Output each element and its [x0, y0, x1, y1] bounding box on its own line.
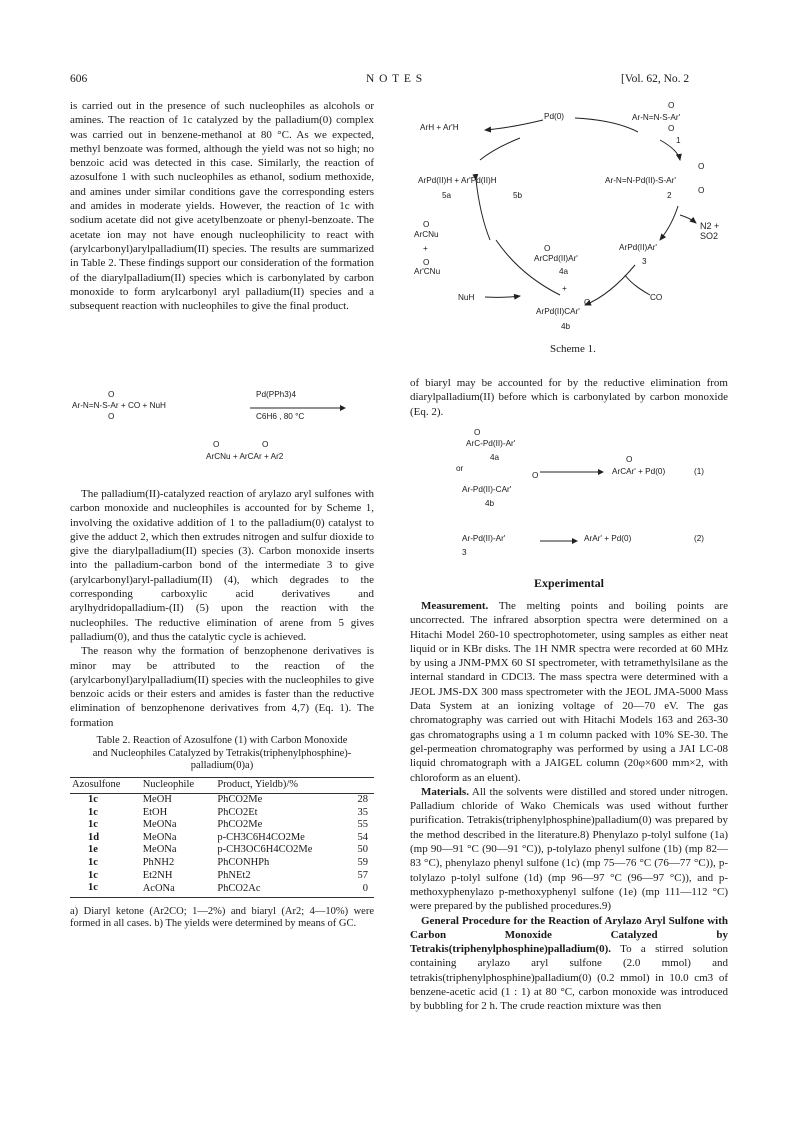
reaction-arrow	[250, 404, 346, 412]
table-2	[70, 735, 374, 931]
col-header-product: Product, Yieldb)/%	[217, 778, 299, 790]
table-row: 1c EtOH PhCO2Et 35	[88, 806, 368, 818]
equation-conditions: C6H6 , 80 °C	[256, 412, 305, 421]
measurement-heading: Measurement.	[421, 600, 489, 612]
left-paragraph-2: The palladium(II)-catalyzed reaction of arylazo aryl sulfones with carbon monoxide and nucleophiles is accounted for by Scheme 1, involving the oxidative addition of 1 to the palladium(0) catalyst to give the adduct 2, which then extrudes nitrogen and sulfur dioxide to give the diarylpalladium(II) species (3). Carbon monoxide inserts into the palladium-carbon bond of the intermediate 3 to give (arylcarbonyl)aryl-palladium(II) (4), which degrades to the corresponding carboxylic acid derivatives and arylhydridopalladium-(II) (5) upon the reaction with the nucleophiles. The reductive elimination of arene from 5 gives palladium(0), and thus the catalytic cycle is achieved. The reason why the formation of benzophenone derivatives is minor may be attributed to the reaction of the (arylcarbonyl)arylpalladium(II) species with the nucleophiles to give benzoic acids or their esters and amides is faster than the reductive elimination of benzophenone derivatives from 4,7) (Eq. 1). The formation	[70, 488, 374, 729]
adduct-2: Ar-N=N-Pd(II)-S-Ar'	[605, 176, 676, 185]
equation-2: Ar-Pd(II)-Ar' 3 ArAr' + Pd(0) (2)	[462, 534, 705, 557]
reaction-equation: O O Ar-N=N-S-Ar + CO + NuH Pd(PPh3)4 C6H6 , 80 °C O O ArCNu + ArCAr + Ar2	[72, 390, 372, 474]
running-head: N O T E S	[366, 73, 424, 85]
table-caption: Table 2. Reaction of Azosulfone (1) with Carbon Monoxide and Nucleophiles Catalyzed by Tetrakis(triphenylphosphine)-palladium(0)a)	[92, 735, 352, 771]
col-header-azosulfone: Azosulfone	[72, 778, 121, 790]
catalytic-cycle-arrows	[410, 100, 732, 340]
page-number: 606	[70, 73, 88, 85]
data-table	[70, 777, 374, 898]
acyl-product-2: Ar'CNu	[414, 267, 441, 276]
acyl-pd-4a: ArCPd(II)Ar'	[534, 254, 578, 263]
equation-1: O ArC-Pd(II)-Ar' 4a or O Ar-Pd(II)-CAr' 4b O ArCAr' + Pd(0) (1)	[456, 428, 705, 508]
scheme-1: Pd(0) ArH + Ar'H O O Ar-N=N-S-Ar' 1 ArPd(II)H + Ar'Pd(II)H 5a 5b O O Ar-N=N-Pd(II)-S-Ar' 2 N2 + SO2 O ArCNu + O Ar'CNu O ArCPd(II)Ar' 4a ArPd(II)Ar' 3 + NuH CO O ArPd(II)CAr' 4b Scheme 1.	[410, 100, 732, 370]
table-row: 1d MeONa p-CH3C6H4CO2Me 54	[88, 831, 368, 843]
table-row: 1c AcONa PhCO2Ac 0	[88, 882, 368, 895]
table-row: 1c MeOH PhCO2Me 28	[88, 794, 368, 806]
right-paragraph-1: of biaryl may be accounted for by the reductive elimination from diarylpalladium(II) before which is carbonylated by carbon monoxide (Eq. 2).	[410, 377, 728, 418]
equation-reactants: Ar-N=N-S-Ar + CO + NuH	[72, 401, 166, 410]
acyl-pd-4b: ArPd(II)CAr'	[536, 307, 580, 316]
table-header-row	[70, 777, 374, 794]
hydrido-pd-5: ArPd(II)H + Ar'Pd(II)H	[418, 176, 497, 185]
materials-heading: Materials.	[421, 785, 469, 798]
equation-reagent: Pd(PPh3)4	[256, 390, 297, 399]
azosulfone-1: Ar-N=N-S-Ar'	[632, 113, 681, 122]
arene-products: ArH + Ar'H	[420, 123, 459, 132]
equation-products: ArCNu + ArCAr + Ar2	[206, 452, 284, 461]
table-row: 1c PhNH2 PhCONHPh 59	[88, 857, 368, 869]
acyl-product-1: ArCNu	[414, 230, 439, 239]
volume-info: [Vol. 62, No. 2	[621, 73, 690, 85]
col-header-nucleophile: Nucleophile	[142, 778, 195, 790]
diaryl-pd-3: ArPd(II)Ar'	[619, 243, 657, 252]
equation-1-arrow	[540, 468, 604, 476]
equation-2-arrow	[540, 537, 578, 545]
n2-so2: N2 + SO2	[700, 221, 720, 241]
carbon-monoxide: CO	[650, 293, 663, 302]
pd0-label: Pd(0)	[544, 112, 565, 121]
table-row: 1c Et2NH PhNEt2 57	[88, 869, 368, 881]
table-row: 1c MeONa PhCO2Me 55	[88, 819, 368, 831]
general-procedure-heading: General Procedure for the Reaction of Arylazo Aryl Sulfone with Carbon Monoxide Catalyzed by Tetrakis(triphenylphosphine)palladium(0).	[410, 914, 728, 956]
table-footnote: a) Diaryl ketone (Ar2CO; 1—2%) and biaryl (Ar2; 4—10%) were formed in all cases. b) The yields were determined by means of GC.	[70, 905, 374, 930]
nucleophile: NuH	[458, 293, 475, 302]
experimental-section: Measurement. The melting points and boiling points are uncorrected. The infrared absorption spectra were determined on a Hitachi Model 260-10 spectrophotometer, using samples as either neat liquid or in KBr disks. The 1H NMR spectra were recorded at 60 MHz by using a JNM-PMX 60 SI spectrometer, with tetramethylsilane as the internal standard in CDCl3. The mass spectra were determined with a JEOL JMS-DX 300 mass spectrometer with the JEOL JMA-5000 Mass Data System at an ionizing voltage of 20—70 eV. The gas chromatography was carried out with Hitachi Models 163 and 263-30 gas chromatographs using a 1 m column packed with 10% SE-30. The gel-permeation chromatography was performed by using a JAI LC-08 liquid chromatograph with a JAIGEL column (20φ×600 mm×2, with chloroform as an eluent). Materials. All the solvents were distilled and stored under nitrogen. Palladium chloride of Wako Chemicals was used without further purification. Tetrakis(triphenylphosphine)palladium(0) was prepared by the method described in the literature.8) Phenylazo p-tolyl sulfone (1a) (mp 90—91 °C (90—91 °C)), p-tolylazo phenyl sulfone (1b) (mp 82—83 °C), phenylazo phenyl sulfone (1c) (mp 75—76 °C (76—77 °C)), p-tolylazo p-tolyl sulfone (1d) (mp 96—97 °C (96—97 °C)), and p-methoxyphenylazo p-methoxyphenyl sulfone (1e) (mp 111—112 °C) were prepared by the published procedures.9) General Procedure for the Reaction of Arylazo Aryl Sulfone with Carbon Monoxide Catalyzed by Tetrakis(triphenylphosphine)palladium(0). To a stirred solution containing arylazo aryl sulfone (2.0 mmol) and tetrakis(triphenylphosphine)palladium(0) (0.2 mmol) in 10.0 cm3 of benzene-acetic acid (1 : 1) at 80 °C, carbon monoxide was introduced by bubbling for 2 h. The crude reaction mixture was then	[410, 600, 728, 1013]
experimental-heading: Experimental	[534, 576, 604, 590]
table-row: 1e MeONa p-CH3OC6H4CO2Me 50	[88, 844, 368, 856]
left-paragraph-1: is carried out in the presence of such nucleophiles as alcohols or amines. The reaction of 1c catalyzed by the palladium(0) complex was carried out in benzene-methanol at 80 °C. As we expected, methyl benzoate was formed, although the yield was not so high; no benzoic acid was detected in this case. Similarly, the reaction of azosulfone 1 with such nucleophiles as ethanol, sodium methoxide, and amines under similar conditions gave the corresponding esters and amides in moderate yields. However, the reaction of 1c with sodium acetate did not give acetylbenzoate or phenyl-benzoate. The acetate ion may not have enough nucleophilicity to react with (arylcarbonyl)arylpalladium(II) species. The results are summarized in Table 2. These findings support our consideration of the formation of the diarylpalladium(II) species which is carbonylated by carbon monoxide to form arylcarbonyl aryl palladium(II) species and a subsequent reaction with nucleophiles to give the final product.	[70, 100, 374, 313]
scheme-caption: Scheme 1.	[550, 343, 596, 355]
